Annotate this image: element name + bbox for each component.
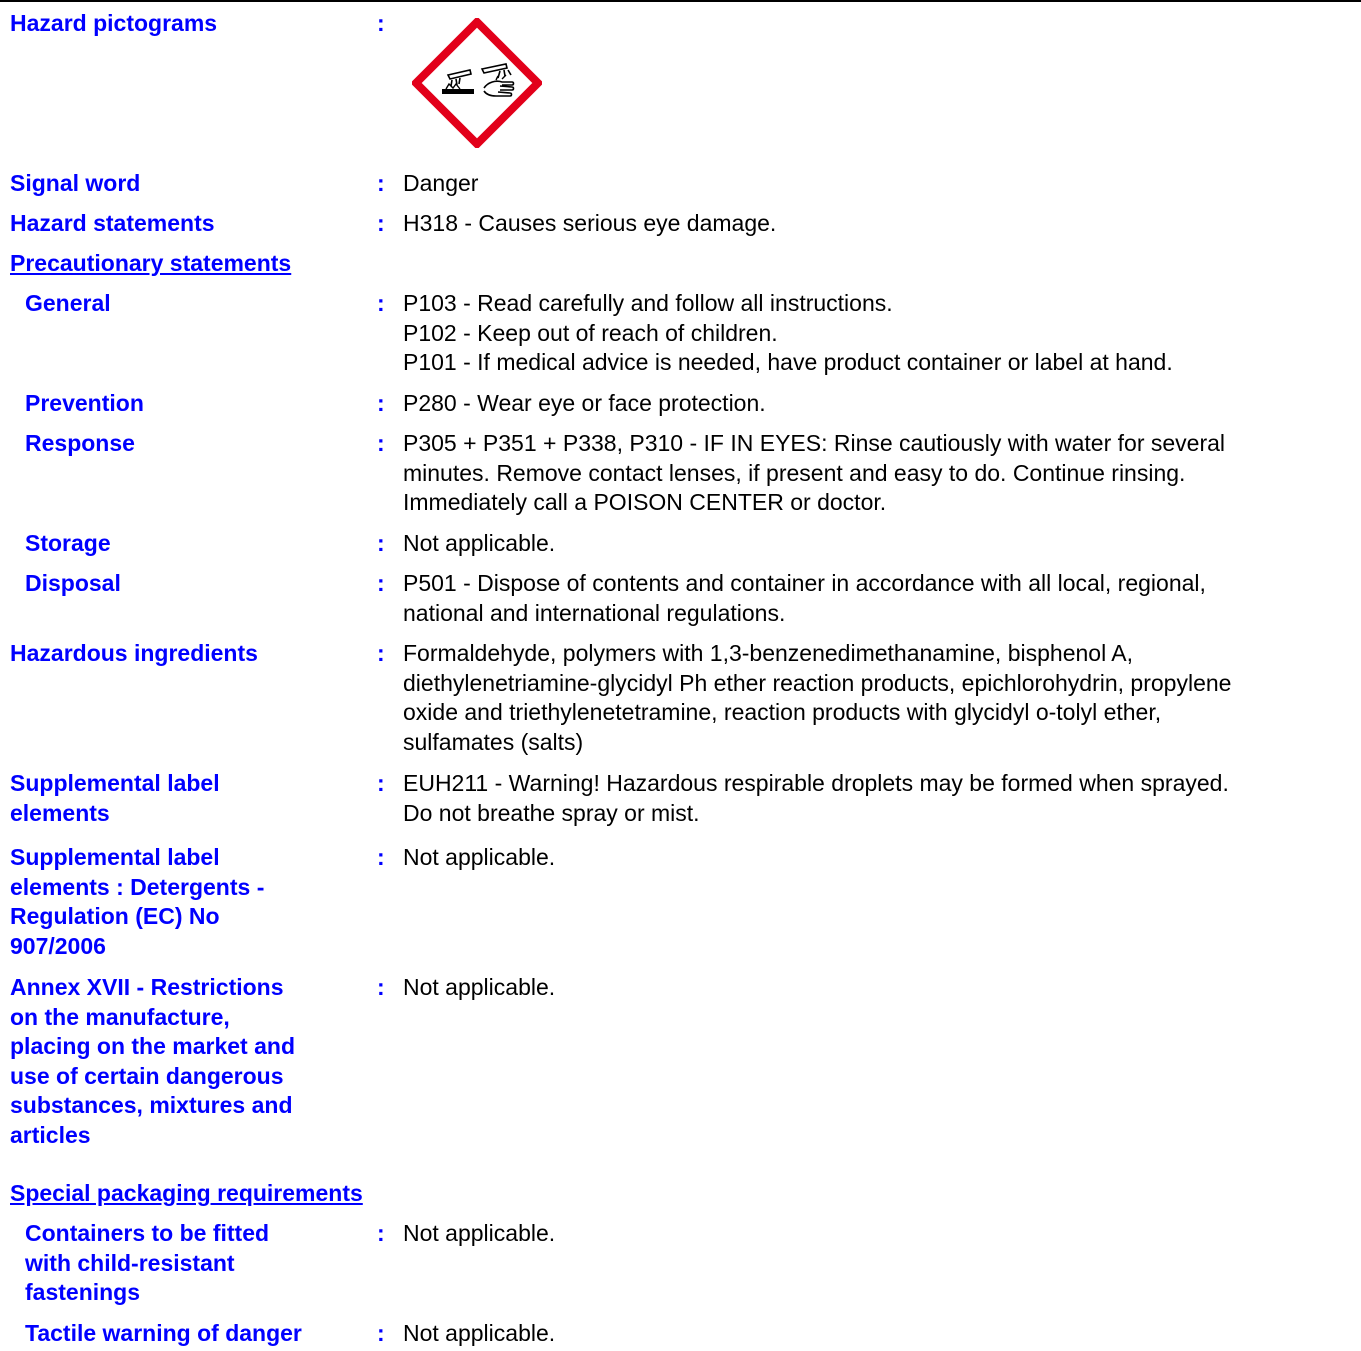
- hazard-statements-label: Hazard statements: [10, 210, 215, 236]
- detergents-label: [10, 843, 350, 961]
- colon: :: [377, 290, 385, 316]
- label-line: with child-resistant: [25, 1249, 235, 1276]
- disposal-line: national and international regulations.: [403, 599, 786, 626]
- prevention-value: P280 - Wear eye or face protection.: [403, 390, 766, 416]
- label-line: Regulation (EC) No: [10, 903, 220, 929]
- response-value: [403, 429, 1361, 518]
- label-line: elements : Detergents -: [10, 873, 265, 900]
- label-line: fastenings: [25, 1279, 141, 1305]
- disposal-value: [403, 569, 1361, 628]
- label-line: substances, mixtures and: [10, 1092, 293, 1118]
- ingredients-line: sulfamates (salts): [403, 728, 584, 755]
- label-line: Containers to be fitted: [25, 1220, 270, 1246]
- hazard-pictograms-label: Hazard pictograms: [10, 10, 218, 36]
- ingredients-line: oxide and triethylenetetramine, reaction products with glycidyl o-tolyl ether,: [403, 699, 1162, 725]
- colon: :: [377, 570, 385, 596]
- supplemental-label-value: [403, 769, 1361, 828]
- general-label: General: [25, 290, 111, 316]
- colon: :: [377, 210, 385, 236]
- supplemental-label-label: [10, 769, 350, 828]
- colon: :: [377, 530, 385, 556]
- tactile-warning-label: Tactile warning of danger: [25, 1320, 302, 1346]
- colon: :: [377, 1220, 385, 1246]
- general-line: P101 - If medical advice is needed, have product container or label at hand.: [403, 349, 1173, 375]
- colon: :: [377, 430, 385, 456]
- label-line: use of certain dangerous: [10, 1062, 284, 1089]
- hazardous-ingredients-value: [403, 639, 1361, 757]
- general-value: [403, 289, 1361, 378]
- label-line: 907/2006: [10, 932, 106, 959]
- special-packaging-heading: Special packaging requirements: [10, 1180, 363, 1206]
- storage-label: Storage: [25, 530, 111, 556]
- annex-xvii-label: [10, 973, 350, 1150]
- label-line: Supplemental label: [10, 844, 220, 870]
- prevention-label: Prevention: [25, 390, 144, 416]
- child-resistant-value: Not applicable.: [403, 1220, 556, 1246]
- hazardous-ingredients-label: Hazardous ingredients: [10, 640, 258, 666]
- colon: :: [377, 170, 385, 196]
- colon: :: [377, 844, 385, 870]
- response-line: minutes. Remove contact lenses, if present and easy to do. Continue rinsing.: [403, 459, 1186, 486]
- colon: :: [377, 640, 385, 666]
- disposal-line: P501 - Dispose of contents and container in accordance with all local, regional,: [403, 570, 1206, 596]
- colon: :: [377, 770, 385, 796]
- supplemental-line: Do not breathe spray or mist.: [403, 799, 700, 826]
- response-label: Response: [25, 430, 135, 456]
- tactile-warning-value: Not applicable.: [403, 1320, 556, 1346]
- storage-value: Not applicable.: [403, 530, 556, 556]
- hazard-statements-value: H318 - Causes serious eye damage.: [403, 210, 777, 236]
- colon: :: [377, 10, 385, 36]
- colon: :: [377, 390, 385, 416]
- signal-word-value: Danger: [403, 170, 479, 196]
- label-line: elements: [10, 799, 110, 826]
- child-resistant-label: [25, 1219, 325, 1308]
- general-line: P103 - Read carefully and follow all instructions.: [403, 290, 893, 316]
- top-rule: [0, 0, 1361, 2]
- label-line: placing on the market and: [10, 1033, 295, 1059]
- colon: :: [377, 974, 385, 1000]
- response-line: Immediately call a POISON CENTER or doctor.: [403, 489, 887, 515]
- detergents-value: Not applicable.: [403, 844, 556, 870]
- supplemental-line: EUH211 - Warning! Hazardous respirable droplets may be formed when sprayed.: [403, 770, 1229, 796]
- label-line: Supplemental label: [10, 770, 220, 796]
- ingredients-line: Formaldehyde, polymers with 1,3-benzenedimethanamine, bisphenol A,: [403, 640, 1134, 666]
- signal-word-label: Signal word: [10, 170, 141, 196]
- annex-xvii-value: Not applicable.: [403, 974, 556, 1000]
- colon: :: [377, 1320, 385, 1346]
- response-line: P305 + P351 + P338, P310 - IF IN EYES: Rinse cautiously with water for several: [403, 430, 1226, 456]
- label-line: Annex XVII - Restrictions: [10, 974, 284, 1000]
- precautionary-heading: Precautionary statements: [10, 250, 292, 276]
- label-line: articles: [10, 1121, 91, 1148]
- corrosion-icon: [412, 18, 542, 148]
- general-line: P102 - Keep out of reach of children.: [403, 319, 778, 346]
- disposal-label: Disposal: [25, 570, 121, 596]
- label-line: on the manufacture,: [10, 1003, 230, 1030]
- ingredients-line: diethylenetriamine-glycidyl Ph ether reaction products, epichlorohydrin, propylene: [403, 669, 1232, 696]
